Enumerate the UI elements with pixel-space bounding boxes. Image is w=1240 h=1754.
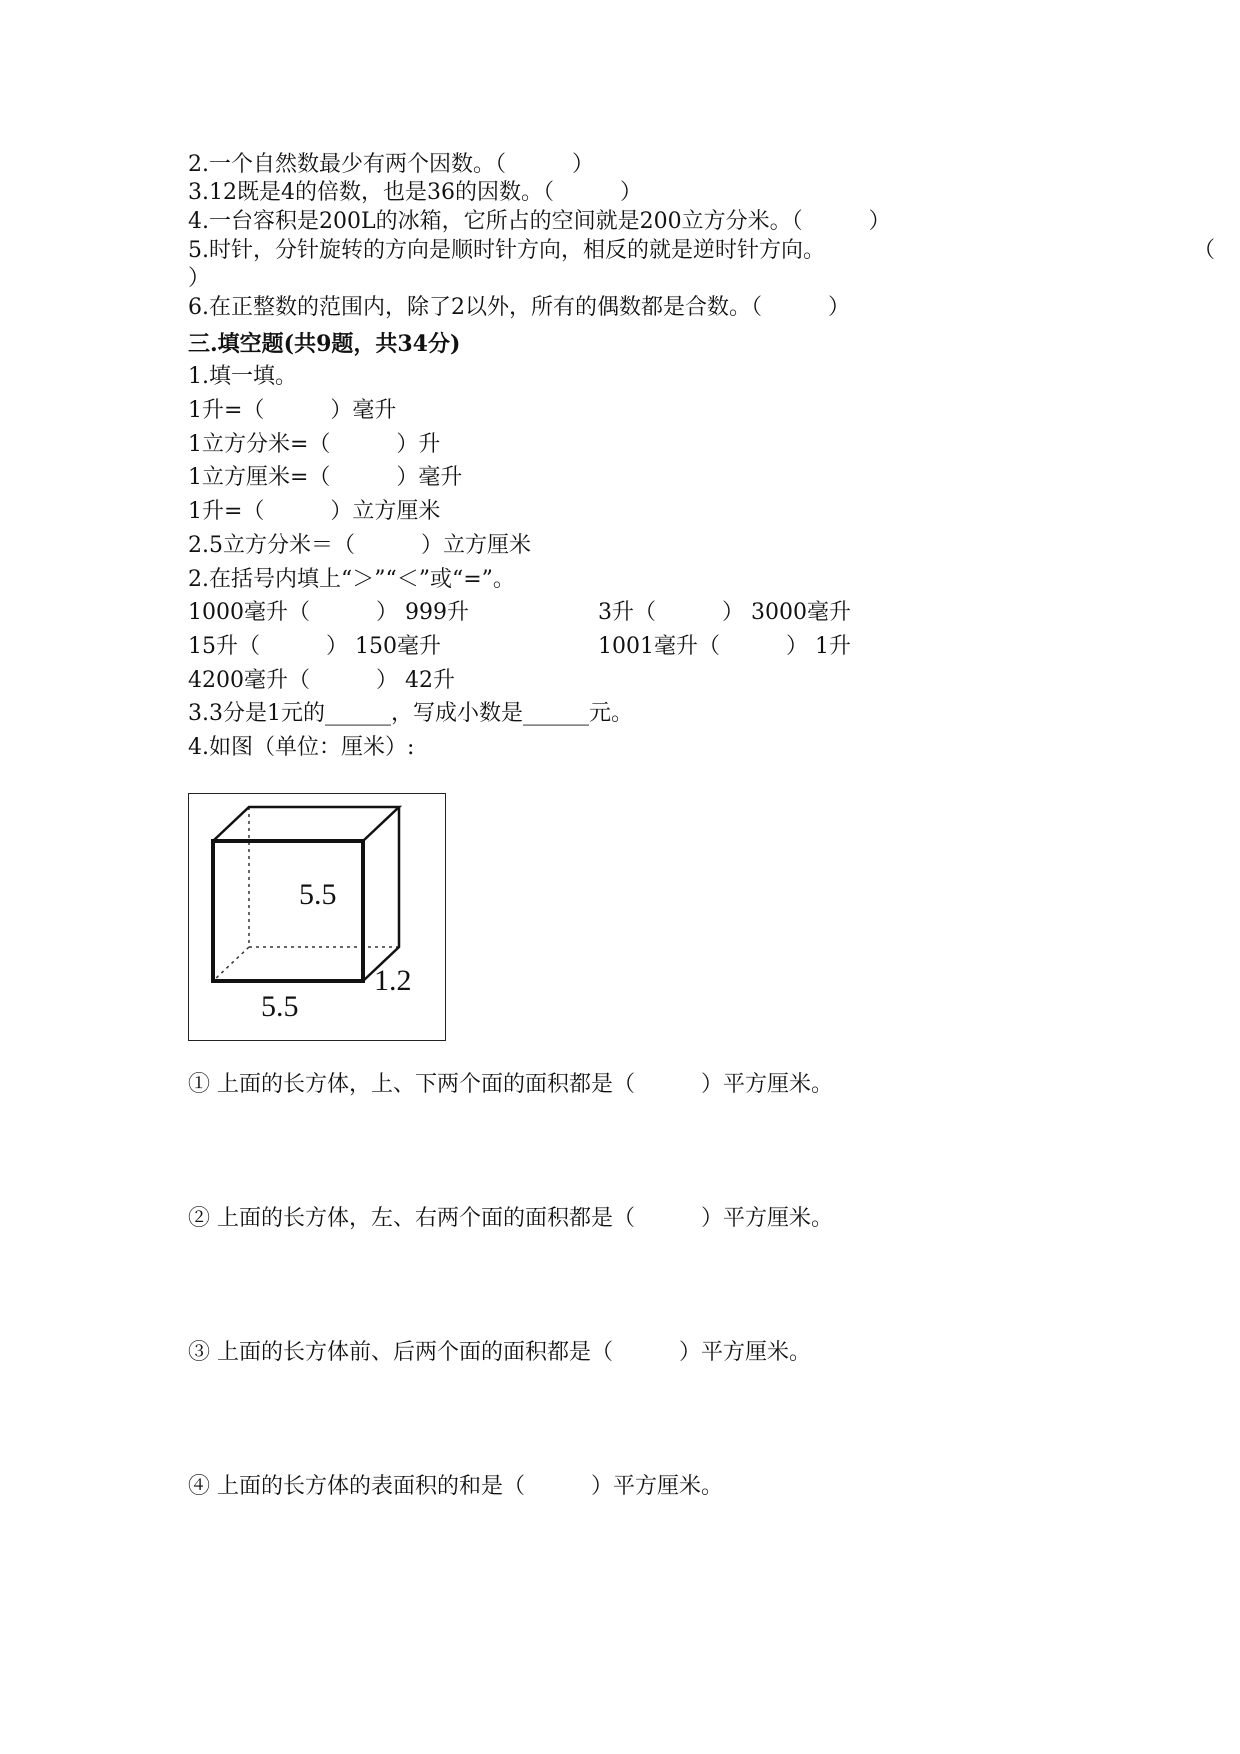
cuboid-figure bbox=[188, 793, 446, 1041]
fill-q1-title: 1.填一填。 bbox=[188, 364, 297, 389]
section-heading: 三.填空题(共9题，共34分) bbox=[188, 331, 461, 357]
height-label: 5.5 bbox=[299, 878, 337, 911]
top-face bbox=[213, 807, 399, 841]
judgment-q3: 3.12既是4的倍数，也是36的因数。（ ） bbox=[188, 180, 642, 205]
fill-q2-row2-right: 1001毫升（ ） 1升 bbox=[598, 634, 851, 659]
fill-q1-line: 2.5立方分米＝（ ）立方厘米 bbox=[188, 533, 531, 558]
judgment-q5 bbox=[188, 236, 1216, 266]
judgment-q5-close-paren: ） bbox=[188, 266, 211, 291]
fill-q4-sub2: ② 上面的长方体，左、右两个面的面积都是（ ）平方厘米。 bbox=[188, 1206, 833, 1231]
fill-q4-sub1: ① 上面的长方体，上、下两个面的面积都是（ ）平方厘米。 bbox=[188, 1072, 833, 1097]
right-face bbox=[363, 807, 399, 981]
judgment-q5-open-paren: （ bbox=[1193, 238, 1216, 263]
length-label: 5.5 bbox=[261, 990, 299, 1023]
fill-q2-row3-left: 4200毫升（ ） 42升 bbox=[188, 668, 455, 693]
width-label: 1.2 bbox=[374, 964, 412, 997]
judgment-q5-text: 5.时针，分针旋转的方向是顺时针方向，相反的就是逆时针方向。 bbox=[188, 238, 825, 263]
judgment-q4: 4.一台容积是200L的冰箱，它所占的空间就是200立方分米。（ ） bbox=[188, 209, 891, 234]
fill-q4-title: 4.如图（单位：厘米）: bbox=[188, 735, 415, 760]
judgment-q2: 2.一个自然数最少有两个因数。（ ） bbox=[188, 152, 594, 177]
fill-q1-line: 1立方分米=（ ）升 bbox=[188, 432, 441, 457]
fill-q4-sub4: ④ 上面的长方体的表面积的和是（ ）平方厘米。 bbox=[188, 1474, 723, 1499]
fill-q2-title: 2.在括号内填上“＞”“＜”或“=”。 bbox=[188, 567, 515, 592]
front-face bbox=[213, 841, 363, 981]
fill-q3: 3.3分是1元的______，写成小数是______元。 bbox=[188, 701, 633, 726]
fill-q1-line: 1升=（ ）立方厘米 bbox=[188, 499, 441, 524]
hidden-edge bbox=[213, 947, 249, 981]
cuboid-drawing bbox=[189, 794, 447, 1042]
fill-q2-row2-left: 15升（ ） 150毫升 bbox=[188, 634, 441, 659]
fill-q1-line: 1升=（ ）毫升 bbox=[188, 398, 397, 423]
fill-q2-row1-left: 1000毫升（ ） 999升 bbox=[188, 600, 469, 625]
judgment-q6: 6.在正整数的范围内，除了2以外，所有的偶数都是合数。（ ） bbox=[188, 295, 850, 320]
fill-q2-row1-right: 3升（ ） 3000毫升 bbox=[598, 600, 851, 625]
fill-q4-sub3: ③ 上面的长方体前、后两个面的面积都是（ ）平方厘米。 bbox=[188, 1340, 811, 1365]
fill-q1-line: 1立方厘米=（ ）毫升 bbox=[188, 465, 463, 490]
